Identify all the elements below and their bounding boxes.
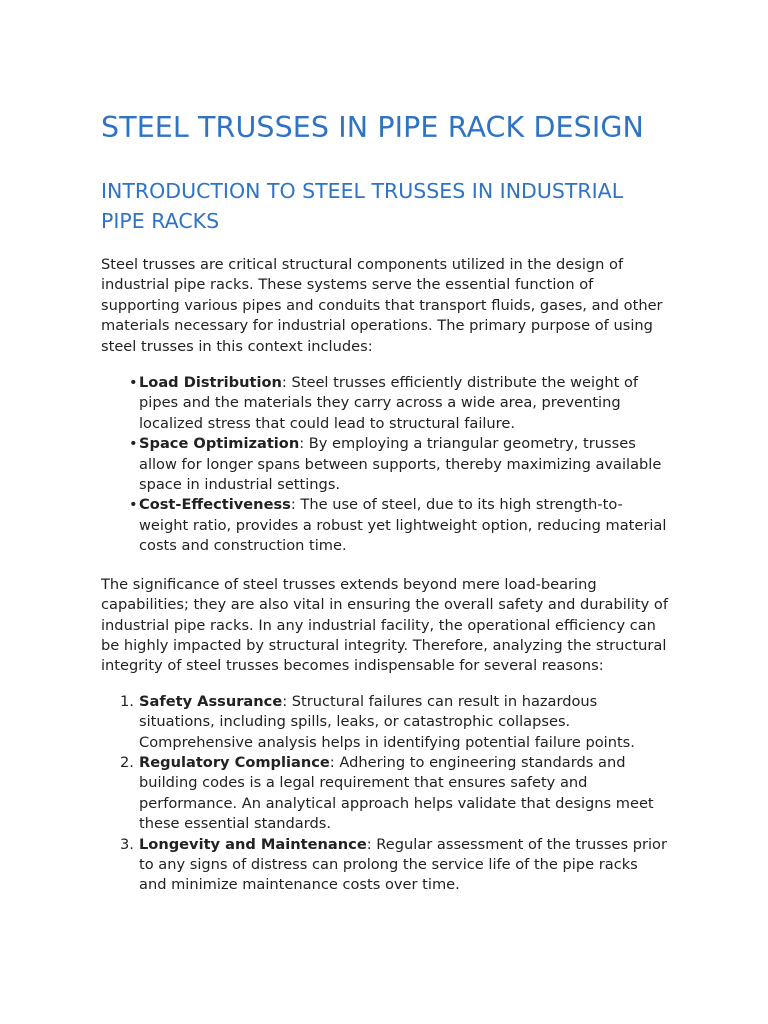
reasons-numbered-list (101, 692, 668, 896)
bullet-term: Load Distribution (139, 374, 282, 392)
section-heading: INTRODUCTION TO STEEL TRUSSES IN INDUSTRIAL PIPE RACKS (101, 179, 624, 233)
numbered-text: : Adhering to engineering standards and building codes is a legal requirement that ensures safety and performance. An analytical approach helps validate that designs meet these essential standards. (139, 753, 654, 833)
number-marker: 1. (120, 692, 134, 710)
bullet-marker: • (129, 374, 138, 392)
bullet-text: : The use of steel, due to its high strength-to-weight ratio, provides a robust yet lightweight option, reducing material costs and construction time. (139, 496, 667, 555)
bullet-marker: • (129, 496, 138, 514)
bullet-text: : By employing a triangular geometry, trusses allow for longer spans between supports, thereby maximizing available space in industrial settings. (139, 435, 662, 494)
numbered-term: Safety Assurance (139, 692, 283, 710)
purpose-bullet-list (101, 373, 668, 557)
numbered-term: Regulatory Compliance (139, 753, 330, 771)
numbered-text: : Structural failures can result in hazardous situations, including spills, leaks, or catastrophic collapses. Comprehensive analysis helps in identifying potential failure points. (139, 692, 635, 751)
numbered-term: Longevity and Maintenance (139, 835, 367, 853)
bullet-term: Cost-Effectiveness (139, 496, 291, 514)
bullet-item-load-distribution (101, 373, 668, 434)
numbered-text: : Regular assessment of the trusses prior to any signs of distress can prolong the service life of the pipe racks and minimize maintenance costs over time. (139, 835, 667, 894)
bullet-text: : Steel trusses efficiently distribute the weight of pipes and the materials they carry across a wide area, preventing localized stress that could lead to structural failure. (139, 374, 639, 432)
bullet-marker: • (129, 435, 138, 453)
number-marker: 3. (120, 835, 134, 853)
numbered-item-regulatory-compliance (101, 753, 668, 835)
intro-paragraph: Steel trusses are critical structural components utilized in the design of industrial pipe racks. These systems serve the essential function of supporting various pipes and conduits that transport fluids, gases, and other materials necessary for industrial operations. The primary purpose of using steel trusses in this context includes: (101, 256, 663, 355)
significance-paragraph: The significance of steel trusses extends beyond mere load-bearing capabilities; they are also vital in ensuring the overall safety and durability of industrial pipe racks. In any industrial facility, the operational efficiency can be highly impacted by structural integrity. Therefore, analyzing the structural integrity of steel trusses becomes indispensable for several reasons: (101, 575, 668, 675)
number-marker: 2. (120, 753, 134, 771)
bullet-item-space-optimization (101, 434, 668, 495)
numbered-item-longevity-maintenance (101, 835, 668, 896)
bullet-term: Space Optimization (139, 435, 300, 453)
numbered-item-safety-assurance (101, 692, 668, 753)
bullet-item-cost-effectiveness (101, 495, 668, 556)
document-title: STEEL TRUSSES IN PIPE RACK DESIGN (101, 111, 644, 144)
